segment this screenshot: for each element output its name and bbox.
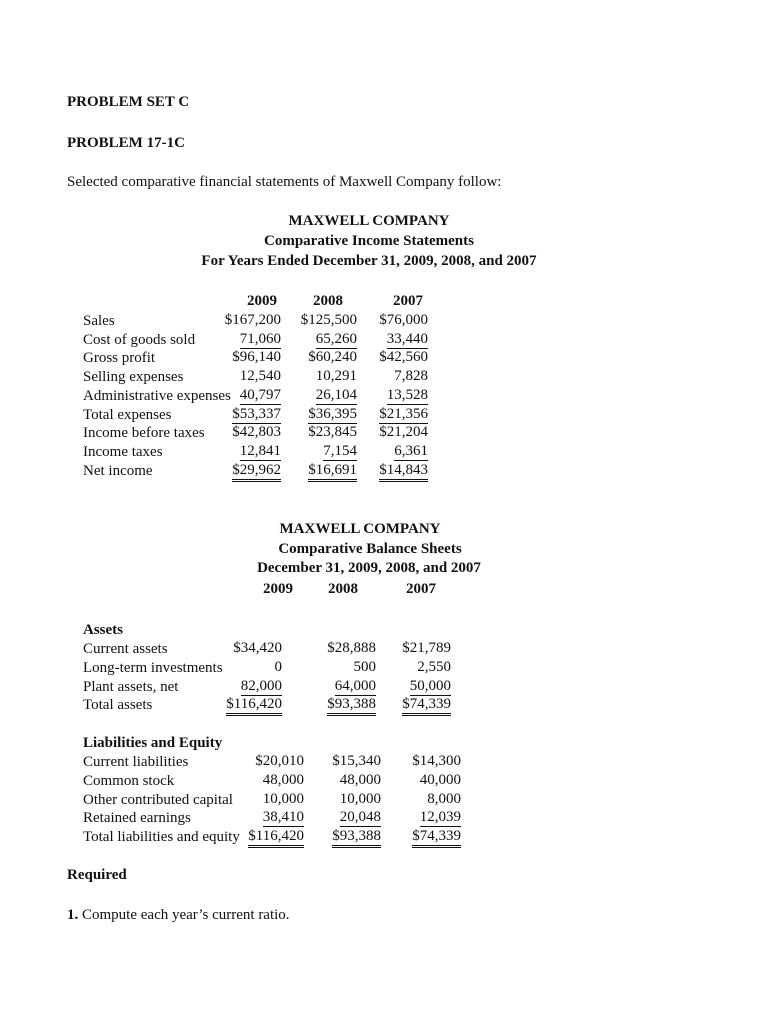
year-header-2009: 2009 (263, 581, 293, 597)
row-label: Administrative expenses (83, 387, 231, 404)
row-label: Selling expenses (83, 369, 184, 386)
table-row (0, 462, 768, 480)
row-value-2007: $21,789 (402, 640, 451, 656)
row-value-2007: $21,204 (379, 424, 428, 441)
table-row (0, 387, 768, 405)
row-value-2009: 71,060 (239, 330, 281, 347)
row-value-2007: 40,000 (419, 771, 461, 788)
row-value-2007: $21,356 (379, 405, 428, 422)
income-period: For Years Ended December 31, 2009, 2008, and 2007 (201, 253, 537, 269)
row-value-2009: 10,000 (262, 790, 304, 807)
intro-text: Selected comparative financial statements of Maxwell Company follow: (67, 174, 502, 190)
row-label: Net income (83, 462, 153, 479)
row-value-2007: $14,843 (379, 462, 428, 482)
row-value-2009: $29,962 (232, 462, 281, 482)
problem-set-heading: PROBLEM SET C (67, 94, 190, 110)
table-row (0, 368, 768, 386)
row-value-2008: $93,388 (327, 696, 376, 716)
row-value-2009: $167,200 (224, 312, 281, 328)
required-item-1 (67, 906, 290, 924)
row-label: Total expenses (83, 406, 172, 423)
table-row (0, 696, 768, 714)
table-row (0, 809, 768, 827)
year-header-2007: 2007 (393, 293, 423, 309)
row-value-2008: 26,104 (315, 386, 357, 403)
row-label: Cost of goods sold (83, 331, 196, 348)
problem-number: PROBLEM 17-1C (67, 135, 185, 151)
row-value-2007: $74,339 (402, 696, 451, 716)
table-row (0, 791, 768, 809)
income-company-name: MAXWELL COMPANY (288, 213, 450, 229)
row-value-2009: $53,337 (232, 405, 281, 422)
row-label: Current liabilities (83, 754, 189, 770)
row-value-2007: 6,361 (394, 442, 428, 459)
row-value-2007: 8,000 (427, 790, 461, 807)
row-label: Total liabilities and equity (83, 829, 240, 846)
row-value-2009: $116,420 (248, 828, 304, 848)
table-row (0, 349, 768, 367)
assets-heading: Assets (83, 622, 123, 638)
row-label: Common stock (83, 772, 175, 789)
row-label: Income before taxes (83, 425, 205, 442)
row-value-2008: 64,000 (334, 677, 376, 694)
year-header-2008: 2008 (313, 293, 343, 309)
row-value-2009: $20,010 (255, 753, 304, 769)
row-value-2007: $14,300 (412, 753, 461, 769)
table-row (0, 753, 768, 771)
row-value-2008: $60,240 (308, 349, 357, 366)
table-row (0, 828, 768, 846)
row-label: Sales (83, 313, 115, 329)
row-value-2008: $125,500 (300, 312, 357, 328)
row-value-2007: 50,000 (409, 677, 451, 694)
row-value-2009: 0 (274, 658, 282, 675)
row-value-2008: $36,395 (308, 405, 357, 422)
item-number: 1. (67, 907, 79, 923)
row-label: Current assets (83, 641, 168, 657)
row-value-2008: 20,048 (339, 809, 381, 826)
row-label: Income taxes (83, 443, 163, 460)
table-row (0, 406, 768, 424)
row-value-2008: $93,388 (332, 828, 381, 848)
row-value-2007: $76,000 (379, 312, 428, 328)
row-value-2008: 65,260 (315, 330, 357, 347)
row-value-2009: 12,540 (239, 368, 281, 385)
row-label: Plant assets, net (83, 678, 179, 695)
row-value-2009: 48,000 (262, 771, 304, 788)
income-title: Comparative Income Statements (264, 233, 474, 249)
year-header-2009: 2009 (247, 293, 277, 309)
balance-company-name: MAXWELL COMPANY (279, 521, 441, 537)
row-label: Gross profit (83, 350, 156, 367)
row-value-2008: $15,340 (332, 753, 381, 769)
row-value-2008: 48,000 (339, 771, 381, 788)
row-value-2008: 10,000 (339, 790, 381, 807)
row-label: Total assets (83, 697, 153, 714)
row-label: Retained earnings (83, 810, 191, 827)
row-value-2009: $34,420 (233, 640, 282, 656)
row-value-2009: 82,000 (240, 677, 282, 694)
table-row (0, 331, 768, 349)
row-value-2007: 13,528 (386, 386, 428, 403)
row-value-2007: $74,339 (412, 828, 461, 848)
row-value-2009: $42,803 (232, 424, 281, 441)
row-value-2008: $23,845 (308, 424, 357, 441)
year-header-2007: 2007 (406, 581, 436, 597)
balance-period: December 31, 2009, 2008, and 2007 (257, 560, 481, 576)
table-row (0, 443, 768, 461)
row-label: Other contributed capital (83, 791, 233, 808)
item-text: Compute each year’s current ratio. (78, 907, 290, 923)
liabilities-heading: Liabilities and Equity (83, 735, 223, 751)
row-value-2009: 40,797 (239, 386, 281, 403)
row-value-2008: 10,291 (315, 368, 357, 385)
row-value-2007: 7,828 (394, 368, 428, 385)
table-row (0, 678, 768, 696)
table-row (0, 640, 768, 658)
row-value-2007: $42,560 (379, 349, 428, 366)
table-row (0, 424, 768, 442)
row-value-2009: $96,140 (232, 349, 281, 366)
row-value-2008: $28,888 (327, 640, 376, 656)
table-row (0, 312, 768, 330)
row-value-2009: 12,841 (239, 442, 281, 459)
row-value-2007: 2,550 (417, 658, 451, 675)
row-value-2007: 12,039 (419, 809, 461, 826)
required-heading: Required (67, 867, 127, 883)
row-label: Long-term investments (83, 659, 223, 676)
row-value-2009: $116,420 (226, 696, 282, 716)
year-header-2008: 2008 (328, 581, 358, 597)
row-value-2008: 500 (353, 658, 376, 675)
row-value-2008: $16,691 (308, 462, 357, 482)
table-row (0, 659, 768, 677)
balance-title: Comparative Balance Sheets (278, 541, 462, 557)
table-row (0, 772, 768, 790)
row-value-2009: 38,410 (262, 809, 304, 826)
row-value-2008: 7,154 (323, 442, 357, 459)
row-value-2007: 33,440 (386, 330, 428, 347)
